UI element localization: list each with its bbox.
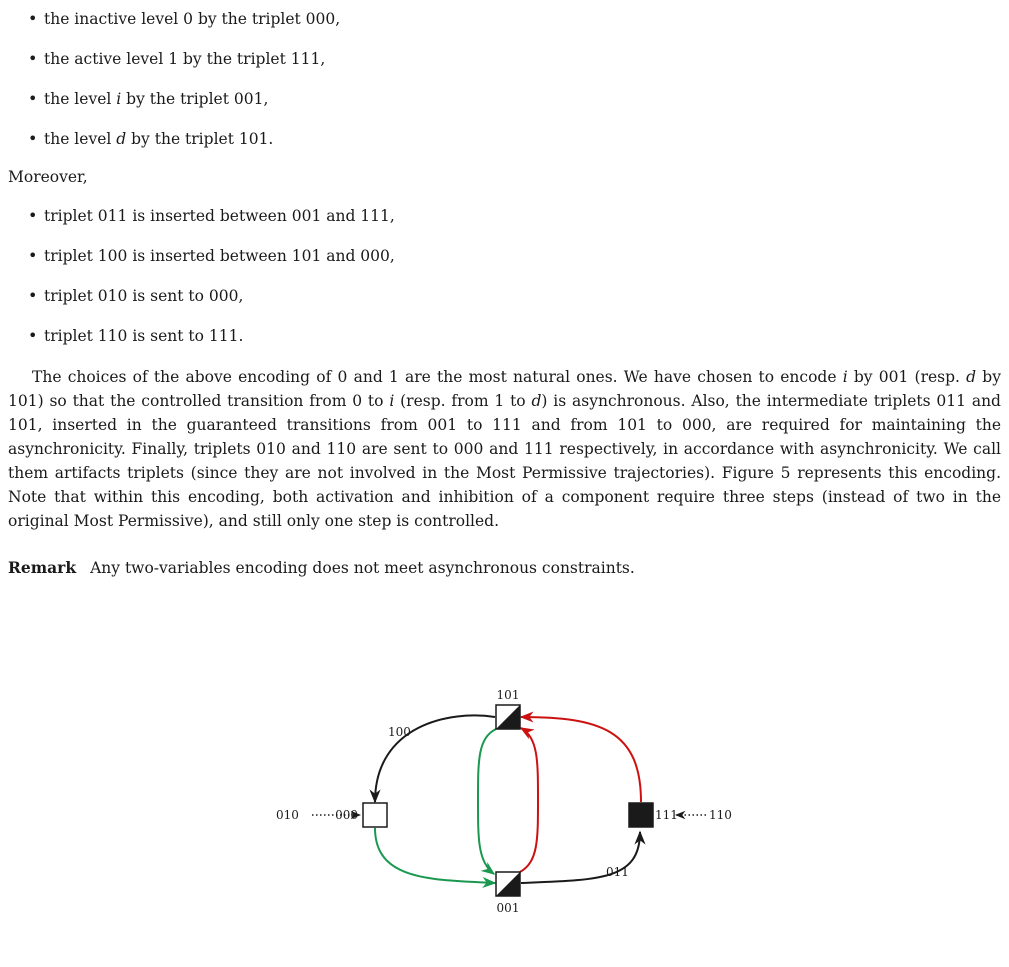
moreover-text: Moreover, [8,168,88,186]
list-item: • triplet 100 is inserted between 101 and 000, [8,245,1001,267]
edge-111-to-101 [521,717,641,802]
remark-text: Any two-variables encoding does not meet asynchronous constraints. [90,559,635,577]
node-111 [629,803,653,827]
node-001 [496,872,520,896]
math-var: d [116,130,127,148]
label-001: 001 [496,901,520,915]
body-paragraph: The choices of the above encoding of 0 and 1 are the most natural ones. We have chosen to encode i by 001 (resp. d by 101) so that the controlled transition from 0 to i (resp. from 1 to d) is asynchronous. Also, the intermediate triplets 011 and 101, inserted in the guaranteed transitions from 001 to 111 and from 101 to 000, are required for maintaining the asynchronicity. Finally, triplets 010 and 110 are sent to 000 and 111 respectively, in accordance with asynchronicity. We call them artifacts triplets (since they are not involved in the Most Permissive trajectories). Figure 5 represents this encoding. Note that within this encoding, both activation and inhibition of a component require three steps (instead of two in the original Most Permissive), and still only one step is controlled. [8,368,1001,530]
label-110: 110 [709,808,732,822]
label-000: 000 [335,808,358,822]
list-item: • the level i by the triplet 001, [8,88,1001,110]
list-item: • triplet 110 is sent to 111. [8,325,1001,347]
remark-label: Remark [8,558,77,577]
list-item: • the inactive level 0 by the triplet 000, [8,8,1001,30]
label-101: 101 [496,688,520,702]
label-edge-011: 011 [606,865,629,879]
label-111: 111 [655,808,678,822]
list-item: • triplet 011 is inserted between 001 and 111, [8,205,1001,227]
node-000 [363,803,387,827]
list-item: • triplet 010 is sent to 000, [8,285,1001,307]
list-item: • the active level 1 by the triplet 111, [8,48,1001,70]
edge-101-to-001-green [478,729,496,874]
label-edge-100: 100 [388,725,411,739]
math-var: i [116,90,122,108]
edge-000-to-001 [375,828,495,883]
node-101 [496,705,520,729]
list-item: • the level d by the triplet 101. [8,128,1001,150]
label-010: 010 [276,808,299,822]
edge-001-to-101-red [520,728,538,872]
